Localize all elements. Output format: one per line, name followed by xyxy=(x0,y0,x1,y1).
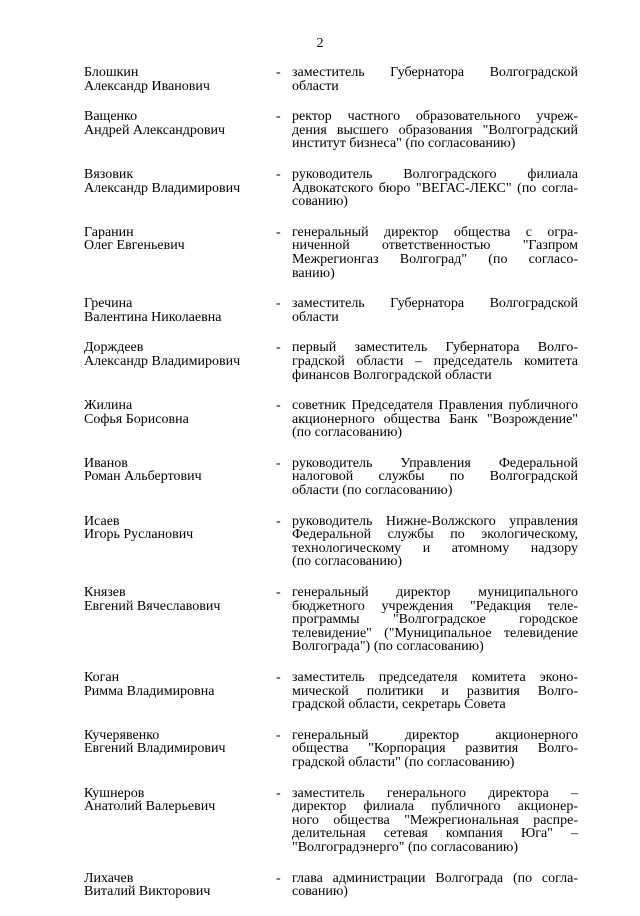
member-dash: - xyxy=(276,727,281,743)
member-surname: Кучерявенко xyxy=(84,727,160,743)
member-surname: Исаев xyxy=(84,513,120,529)
member-role-line: области (по согласованию) xyxy=(292,483,453,499)
member-given-names: Александр Владимирович xyxy=(84,180,241,196)
member-role xyxy=(292,168,578,209)
member-dash: - xyxy=(276,296,281,312)
member-list xyxy=(0,66,640,916)
member-role-line: руководитель Управления Федеральной xyxy=(292,455,578,471)
member-entry xyxy=(0,341,640,382)
member-entry xyxy=(0,399,640,440)
member-role-line: (по согласованию) xyxy=(292,554,403,570)
member-name xyxy=(84,399,264,426)
member-surname: Лихачев xyxy=(84,870,134,886)
member-role-line: руководитель Волгоградского филиала xyxy=(292,166,578,182)
member-given-names: Евгений Вячеславович xyxy=(84,598,221,614)
member-given-names: Александр Иванович xyxy=(84,78,210,94)
member-role-line: "Волгоградэнерго" (по согласованию) xyxy=(292,839,519,855)
member-role-line: градской области – председатель комитета xyxy=(292,353,578,369)
member-role xyxy=(292,66,578,93)
member-role-line: (по согласованию) xyxy=(292,425,403,441)
member-dash: - xyxy=(276,166,281,182)
member-role-line: институт бизнеса" (по согласованию) xyxy=(292,136,516,152)
member-name xyxy=(84,515,264,542)
member-role-line: Межрегионгаз Волгоград" (по согласо- xyxy=(292,251,578,267)
member-entry xyxy=(0,297,640,324)
member-role-line: технологическому и атомному надзору xyxy=(292,540,578,556)
member-name xyxy=(84,787,264,814)
member-surname: Жилина xyxy=(84,398,133,414)
member-role-line: налоговой службы по Волгоградской xyxy=(292,469,578,485)
member-role-line: директор филиала публичного акционер- xyxy=(292,799,578,815)
member-entry xyxy=(0,872,640,899)
member-surname: Иванов xyxy=(84,455,128,471)
member-entry xyxy=(0,168,640,209)
member-role-line: бюджетного учреждения "Редакция теле- xyxy=(292,598,578,614)
member-role-line: акционерного общества Банк "Возрождение" xyxy=(292,411,578,427)
member-role xyxy=(292,515,578,569)
member-name xyxy=(84,729,264,756)
member-dash: - xyxy=(276,398,281,414)
member-role-line: Адвокатского бюро "ВЕГАС-ЛЕКС" (по согла- xyxy=(292,180,578,196)
member-role-line: первый заместитель Губернатора Волго- xyxy=(292,340,578,356)
member-entry xyxy=(0,515,640,569)
member-role-line: ниченной ответственностью "Газпром xyxy=(292,238,578,254)
member-role-line: сованию) xyxy=(292,194,348,210)
member-dash: - xyxy=(276,513,281,529)
member-surname: Блошкин xyxy=(84,65,139,80)
member-role-line: генеральный директор акционерного xyxy=(292,727,578,743)
member-name xyxy=(84,586,264,613)
member-role xyxy=(292,110,578,151)
member-role-line: общества "Корпорация развития Волго- xyxy=(292,741,578,757)
member-given-names: Роман Альбертович xyxy=(84,469,202,485)
member-role xyxy=(292,671,578,712)
member-role-line: ного общества "Межрегиональная распре- xyxy=(292,812,578,828)
member-given-names: Олег Евгеньевич xyxy=(84,238,185,254)
member-entry xyxy=(0,586,640,654)
member-surname: Князев xyxy=(84,585,126,601)
member-role xyxy=(292,872,578,899)
member-name xyxy=(84,872,264,899)
member-dash: - xyxy=(276,870,281,886)
member-role-line: заместитель Губернатора Волгоградской xyxy=(292,65,578,80)
member-given-names: Александр Владимирович xyxy=(84,353,241,369)
member-name xyxy=(84,341,264,368)
member-role-line: Федеральной службы по экологическому, xyxy=(292,527,578,543)
member-surname: Гречина xyxy=(84,296,133,312)
member-given-names: Виталий Викторович xyxy=(84,884,211,900)
member-role xyxy=(292,341,578,382)
member-name xyxy=(84,297,264,324)
member-role xyxy=(292,457,578,498)
member-name xyxy=(84,457,264,484)
member-dash: - xyxy=(276,109,281,125)
member-role-line: заместитель председателя комитета эконо- xyxy=(292,670,578,685)
member-role-line: генеральный директор общества с огра- xyxy=(292,224,578,240)
member-entry xyxy=(0,729,640,770)
member-dash: - xyxy=(276,455,281,471)
member-role-line: мической политики и развития Волго- xyxy=(292,683,578,699)
member-role xyxy=(292,297,578,324)
member-role-line: сованию) xyxy=(292,884,348,900)
member-role-line: ванию) xyxy=(292,265,335,281)
member-entry xyxy=(0,787,640,855)
member-surname: Коган xyxy=(84,670,120,685)
member-dash: - xyxy=(276,785,281,801)
member-role-line: глава администрации Волгограда (по согла- xyxy=(292,870,578,886)
member-role-line: заместитель Губернатора Волгоградской xyxy=(292,296,578,312)
member-entry xyxy=(0,66,640,93)
member-role-line: ректор частного образовательного учреж- xyxy=(292,109,578,125)
member-given-names: Анатолий Валерьевич xyxy=(84,799,216,815)
member-dash: - xyxy=(276,65,281,80)
member-given-names: Римма Владимировна xyxy=(84,683,215,699)
member-role-line: программы "Волгоградское городское xyxy=(292,612,578,628)
member-entry xyxy=(0,110,640,151)
member-surname: Дорждеев xyxy=(84,340,144,356)
member-role-line: градской области, секретарь Совета xyxy=(292,697,506,713)
member-role xyxy=(292,226,578,280)
member-name xyxy=(84,168,264,195)
member-given-names: Игорь Русланович xyxy=(84,527,194,543)
page-number: 2 xyxy=(316,36,324,51)
member-role-line: Волгограда") (по согласованию) xyxy=(292,639,484,655)
member-dash: - xyxy=(276,224,281,240)
member-given-names: Валентина Николаевна xyxy=(84,309,222,325)
member-name xyxy=(84,226,264,253)
member-surname: Кушнеров xyxy=(84,785,145,801)
member-role-line: области xyxy=(292,78,339,94)
member-role-line: руководитель Нижне-Волжского управления xyxy=(292,513,578,529)
member-role xyxy=(292,729,578,770)
member-entry xyxy=(0,226,640,280)
member-role-line: финансов Волгоградской области xyxy=(292,367,492,383)
member-entry xyxy=(0,457,640,498)
member-surname: Гаранин xyxy=(84,224,134,240)
member-role-line: дения высшего образования "Волгоградский xyxy=(292,122,578,138)
member-given-names: Андрей Александрович xyxy=(84,122,226,138)
member-dash: - xyxy=(276,670,281,685)
member-name xyxy=(84,671,264,698)
member-role-line: делительная сетевая компания Юга" – xyxy=(292,826,578,842)
member-role-line: области xyxy=(292,309,339,325)
member-role-line: генеральный директор муниципального xyxy=(292,585,578,601)
member-role xyxy=(292,586,578,654)
member-name xyxy=(84,110,264,137)
member-role-line: градской области" (по согласованию) xyxy=(292,754,515,770)
member-role-line: телевидение" ("Муниципальное телевидение xyxy=(292,625,578,641)
member-given-names: Софья Борисовна xyxy=(84,411,189,427)
member-dash: - xyxy=(276,585,281,601)
member-dash: - xyxy=(276,340,281,356)
member-entry xyxy=(0,671,640,712)
member-role-line: советник Председателя Правления публичного xyxy=(292,398,578,414)
member-surname: Вязовик xyxy=(84,166,134,182)
member-name xyxy=(84,66,264,93)
member-role xyxy=(292,787,578,855)
member-role xyxy=(292,399,578,440)
member-surname: Ващенко xyxy=(84,109,138,125)
member-role-line: заместитель генерального директора – xyxy=(292,785,578,801)
member-given-names: Евгений Владимирович xyxy=(84,741,226,757)
